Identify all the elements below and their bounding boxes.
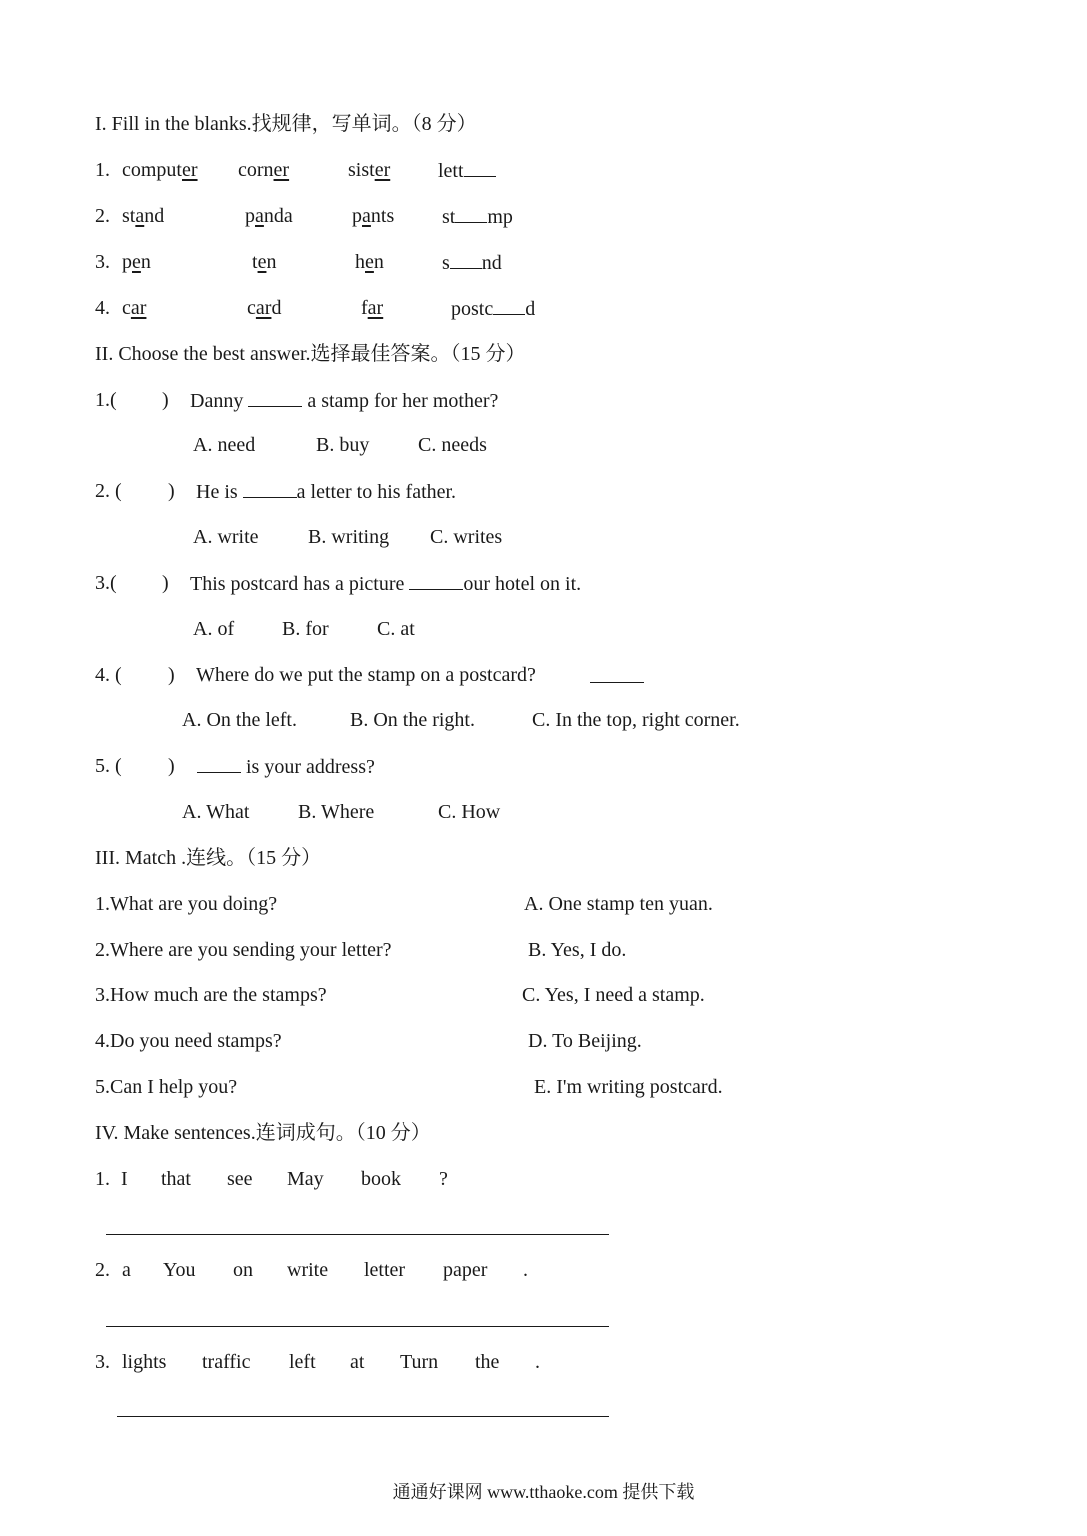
word: . <box>535 1351 540 1373</box>
word: that <box>161 1168 191 1190</box>
page-footer: 通通好课网 www.tthaoke.com 提供下载 <box>392 1482 695 1502</box>
word: left <box>289 1351 316 1373</box>
fill-blank[interactable] <box>455 204 487 223</box>
question-number: 4. ( <box>95 664 122 686</box>
answer-blank[interactable] <box>409 571 463 590</box>
word: ten <box>252 251 277 273</box>
word: far <box>361 297 384 319</box>
word: sister <box>348 159 391 181</box>
row-number: 2. <box>95 205 110 227</box>
word: lights <box>122 1351 167 1373</box>
word: see <box>227 1168 253 1190</box>
answer-blank[interactable] <box>590 664 644 683</box>
option: A. write <box>193 526 259 548</box>
word: traffic <box>202 1351 251 1373</box>
match-right-item[interactable]: A. One stamp ten yuan. <box>524 893 713 915</box>
word: card <box>247 297 282 319</box>
word: ? <box>439 1168 448 1190</box>
word: panda <box>245 205 293 227</box>
option: C. writes <box>430 526 503 548</box>
question-number: 2. ( <box>95 480 122 502</box>
word: I <box>121 1168 128 1190</box>
fill-blank[interactable] <box>493 296 525 315</box>
question-text: is your address? <box>197 754 375 779</box>
option: B. Where <box>298 801 375 823</box>
item-number: 2. <box>95 1259 110 1281</box>
answer-paren-close[interactable]: ) <box>168 755 175 777</box>
section-1-title: I. Fill in the blanks.找规律，写单词。（8 分） <box>95 113 477 135</box>
option: B. for <box>282 618 329 640</box>
question-text: Where do we put the stamp on a postcard? <box>196 664 536 686</box>
section-4-title: IV. Make sentences.连词成句。（10 分） <box>95 1122 431 1144</box>
word: hen <box>355 251 384 273</box>
word: car <box>122 297 147 319</box>
word: . <box>523 1259 528 1281</box>
option: A. On the left. <box>182 709 297 731</box>
answer-line[interactable] <box>106 1326 609 1327</box>
section-2-title: II. Choose the best answer.选择最佳答案。（15 分） <box>95 343 526 365</box>
word-with-blank: postc d <box>451 298 536 320</box>
word: a <box>122 1259 131 1281</box>
answer-paren-close[interactable]: ) <box>168 664 175 686</box>
word: on <box>233 1259 253 1281</box>
option: B. writing <box>308 526 390 548</box>
answer-blank[interactable] <box>197 754 241 773</box>
answer-paren-close[interactable]: ) <box>162 389 169 411</box>
option: C. In the top, right corner. <box>532 709 740 731</box>
match-right-item[interactable]: D. To Beijing. <box>528 1030 642 1052</box>
question-text: He is a letter to his father. <box>196 481 457 503</box>
word: stand <box>122 205 165 227</box>
option: C. at <box>377 618 415 640</box>
answer-paren-close[interactable]: ) <box>168 480 175 502</box>
word: paper <box>443 1259 488 1281</box>
word: letter <box>364 1259 406 1281</box>
item-number: 3. <box>95 1351 110 1373</box>
word: book <box>361 1168 401 1190</box>
word: You <box>163 1259 196 1281</box>
match-left-item[interactable]: 5.Can I help you? <box>95 1076 238 1098</box>
question-text: Danny a stamp for her mother? <box>190 390 499 412</box>
answer-blank[interactable] <box>243 479 297 498</box>
option: C. needs <box>418 434 487 456</box>
section-3-title: III. Match .连线。（15 分） <box>95 847 322 869</box>
fill-blank[interactable] <box>464 158 496 177</box>
word: corner <box>238 159 290 181</box>
row-number: 4. <box>95 297 110 319</box>
word: the <box>475 1351 500 1373</box>
word: pen <box>122 251 151 273</box>
match-left-item[interactable]: 4.Do you need stamps? <box>95 1030 282 1052</box>
word-with-blank: lett <box>438 158 496 183</box>
word: May <box>287 1168 324 1190</box>
word: pants <box>352 205 395 227</box>
word: write <box>287 1259 329 1281</box>
answer-line[interactable] <box>106 1234 609 1235</box>
question-number: 3.( <box>95 572 117 594</box>
match-right-item[interactable]: B. Yes, I do. <box>528 939 627 961</box>
question-text: This postcard has a picture our hotel on it. <box>190 573 582 595</box>
option: B. buy <box>316 434 370 456</box>
match-right-item[interactable]: C. Yes, I need a stamp. <box>522 984 705 1006</box>
word-with-blank: st mp <box>442 206 513 228</box>
match-left-item[interactable]: 3.How much are the stamps? <box>95 984 327 1006</box>
word: at <box>350 1351 365 1373</box>
option: A. of <box>193 618 235 640</box>
fill-blank[interactable] <box>450 250 482 269</box>
question-number: 1.( <box>95 389 117 411</box>
answer-blank[interactable] <box>248 388 302 407</box>
word: Turn <box>400 1351 439 1373</box>
match-right-item[interactable]: E. I'm writing postcard. <box>534 1076 723 1098</box>
option: A. What <box>182 801 250 823</box>
row-number: 3. <box>95 251 110 273</box>
match-left-item[interactable]: 2.Where are you sending your letter? <box>95 939 392 961</box>
word-with-blank: s nd <box>442 252 502 274</box>
option: B. On the right. <box>350 709 475 731</box>
option: C. How <box>438 801 501 823</box>
row-number: 1. <box>95 159 110 181</box>
question-number: 5. ( <box>95 755 122 777</box>
item-number: 1. <box>95 1168 110 1190</box>
answer-paren-close[interactable]: ) <box>162 572 169 594</box>
answer-line[interactable] <box>117 1416 609 1417</box>
match-left-item[interactable]: 1.What are you doing? <box>95 893 278 915</box>
word: computer <box>122 159 198 181</box>
option: A. need <box>193 434 256 456</box>
